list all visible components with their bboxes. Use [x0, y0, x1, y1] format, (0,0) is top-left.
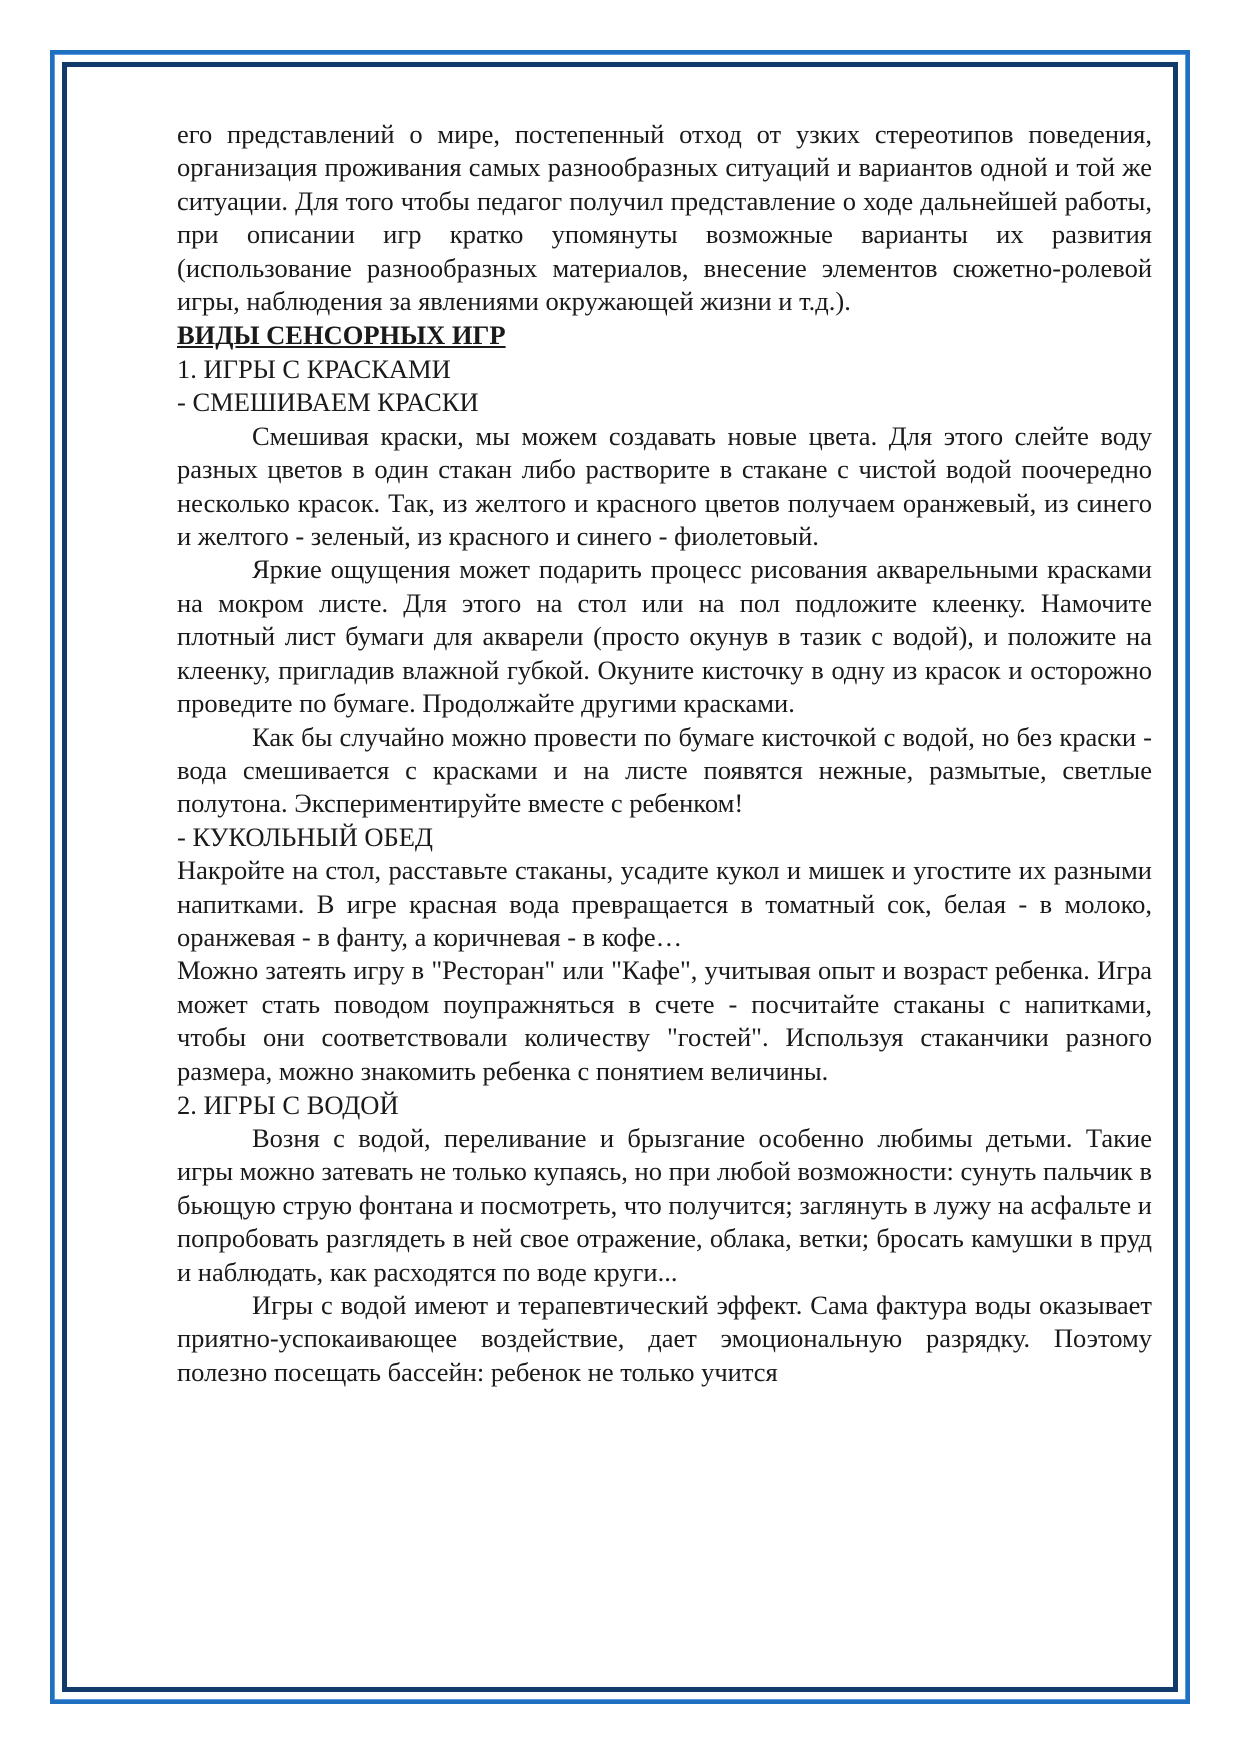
subsection-doll-dinner-title: - КУКОЛЬНЫЙ ОБЕД	[177, 821, 434, 852]
water-games-paragraph-1: Возня с водой, переливание и брызгание особенно любимы детьми. Такие игры можно затевать не только купаясь, но при любой возможности: сунуть пальчик в бьющую струю фонтана и посмотреть, что получится; заглянуть в лужу на асфальте и попробовать разглядеть в ней свое отражение, облака, ветки; бросать камушки в пруд и наблюдать, как расходятся по воде круги...	[177, 1122, 1152, 1287]
intro-paragraph: его представлений о мире, постепенный отход от узких стереотипов поведения, организация проживания самых разнообразных ситуаций и вариантов одной и той же ситуации. Для того чтобы педагог получил представление о ходе дальнейшей работы, при описании игр кратко упомянуты возможные варианты их развития (использование разнообразных материалов, внесение элементов сюжетно-ролевой игры, наблюдения за явлениями окружающей жизни и т.д.).	[177, 119, 1152, 317]
subsection-mixing-paints-title: - СМЕШИВАЕМ КРАСКИ	[177, 387, 479, 418]
section-2-heading: 2. ИГРЫ С ВОДОЙ	[177, 1089, 399, 1120]
document-body	[177, 118, 1152, 1389]
section-1-heading: 1. ИГРЫ С КРАСКАМИ	[177, 354, 451, 385]
doll-dinner-paragraph-1: Накройте на стол, расставьте стаканы, усадите кукол и мишек и угостите их разными напитками. В игре красная вода превращается в томатный сок, белая - в молоко, оранжевая - в фанту, а коричневая - в кофе…	[177, 855, 1152, 952]
water-games-paragraph-2: Игры с водой имеют и терапевтический эффект. Сама фактура воды оказывает приятно-успокаивающее воздействие, дает эмоциональную разрядку. Поэтому полезно посещать бассейн: ребенок не только учится	[177, 1290, 1152, 1387]
document-title: ВИДЫ СЕНСОРНЫХ ИГР	[177, 320, 506, 351]
mixing-paints-paragraph-2: Яркие ощущения может подарить процесс рисования акварельными красками на мокром листе. Для этого на стол или на пол подложите клеенку. Намочите плотный лист бумаги для акварели (просто окунув в тазик с водой), и положите на клеенку, пригладив влажной губкой. Окуните кисточку в одну из красок и осторожно проведите по бумаге. Продолжайте другими красками.	[177, 554, 1152, 719]
mixing-paints-paragraph-1: Смешивая краски, мы можем создавать новые цвета. Для этого слейте воду разных цветов в один стакан либо растворите в стакане с чистой водой поочередно несколько красок. Так, из желтого и красного цветов получаем оранжевый, из синего и желтого - зеленый, из красного и синего - фиолетовый.	[177, 420, 1152, 552]
mixing-paints-paragraph-3: Как бы случайно можно провести по бумаге кисточкой с водой, но без краски - вода смешивается с красками и на листе появятся нежные, размытые, светлые полутона. Экспериментируйте вместе с ребенком!	[177, 721, 1152, 819]
doll-dinner-paragraph-2: Можно затеять игру в "Ресторан" или "Кафе", учитывая опыт и возраст ребенка. Игра может стать поводом поупражняться в счете - посчитайте стаканы с напитками, чтобы они соответствовали количеству "гостей". Используя стаканчики разного размера, можно знакомить ребенка с понятием величины.	[177, 955, 1152, 1086]
